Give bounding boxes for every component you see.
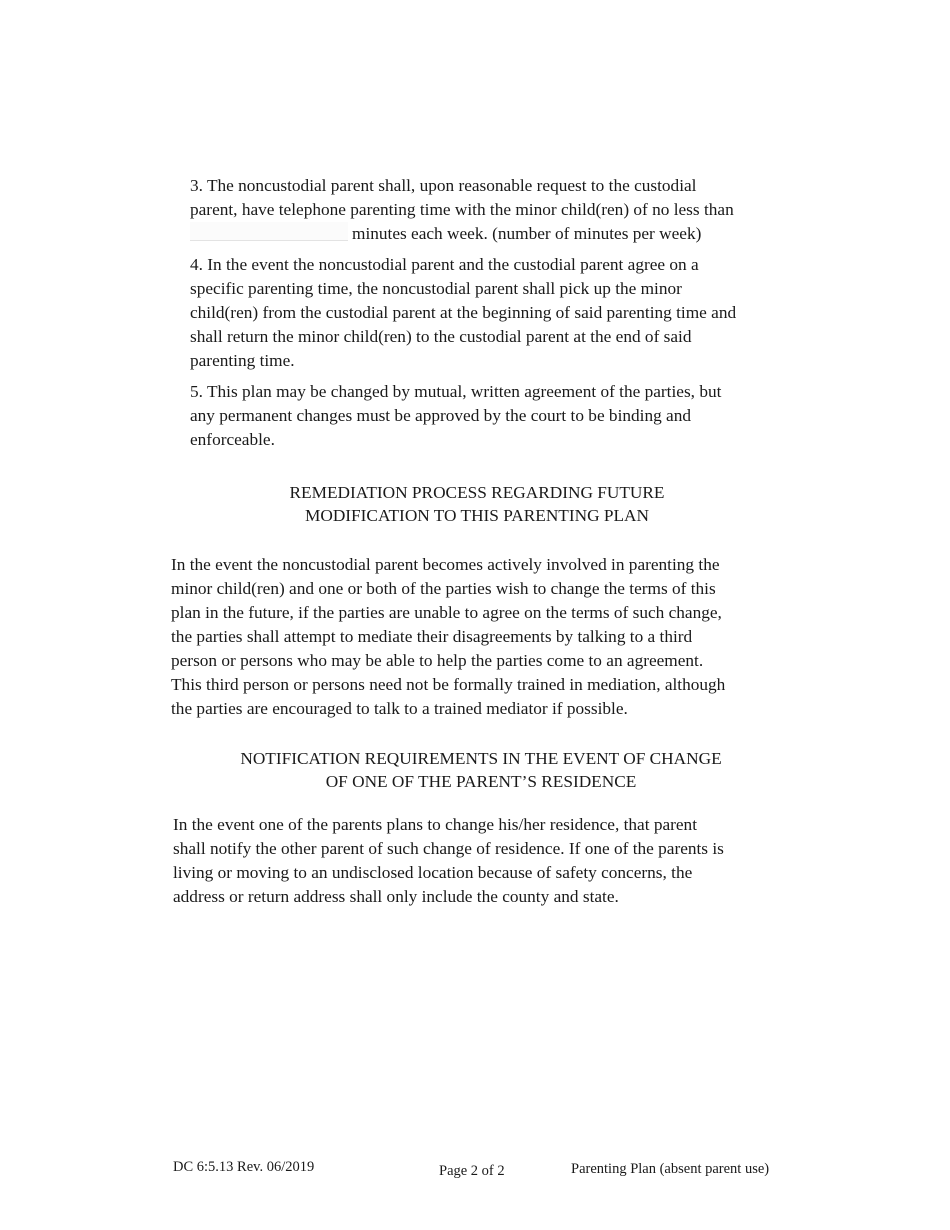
- page-number: Page 2 of 2: [439, 1163, 505, 1179]
- heading-line: NOTIFICATION REQUIREMENTS IN THE EVENT OF CHANGE: [240, 749, 722, 768]
- item-line: enforceable.: [190, 430, 275, 449]
- paragraph-line: the parties are encouraged to talk to a trained mediator if possible.: [171, 699, 628, 718]
- plan-item-5: [190, 380, 790, 452]
- paragraph-line: living or moving to an undisclosed location because of safety concerns, the: [173, 863, 693, 882]
- item-line: 5. This plan may be changed by mutual, written agreement of the parties, but: [190, 382, 722, 401]
- item-line: parent, have telephone parenting time with the minor child(ren) of no less than: [190, 200, 734, 219]
- heading-line: OF ONE OF THE PARENT’S RESIDENCE: [325, 772, 637, 791]
- paragraph-line: the parties shall attempt to mediate their disagreements by talking to a third: [171, 627, 693, 646]
- notification-paragraph: [173, 813, 793, 909]
- form-number: DC 6:5.13 Rev. 06/2019: [173, 1159, 315, 1175]
- item-line: specific parenting time, the noncustodial parent shall pick up the minor: [190, 279, 682, 298]
- paragraph-line: minor child(ren) and one or both of the parties wish to change the terms of this: [171, 579, 716, 598]
- item-line: 4. In the event the noncustodial parent and the custodial parent agree on a: [190, 255, 699, 274]
- notification-heading: [101, 747, 861, 793]
- heading-line: REMEDIATION PROCESS REGARDING FUTURE: [289, 483, 665, 502]
- paragraph-line: In the event the noncustodial parent becomes actively involved in parenting the: [171, 555, 720, 574]
- remediation-paragraph: [171, 553, 791, 721]
- plan-item-4: [190, 253, 790, 373]
- paragraph-line: This third person or persons need not be formally trained in mediation, although: [171, 675, 726, 694]
- item-line: 3. The noncustodial parent shall, upon reasonable request to the custodial: [190, 176, 697, 195]
- form-title: Parenting Plan (absent parent use): [571, 1161, 770, 1177]
- heading-line: MODIFICATION TO THIS PARENTING PLAN: [304, 506, 650, 525]
- paragraph-line: In the event one of the parents plans to change his/her residence, that parent: [173, 815, 697, 834]
- item-line-with-field: [190, 222, 790, 246]
- remediation-heading: [97, 481, 857, 527]
- item-line: minutes each week. (number of minutes per week): [352, 224, 702, 243]
- paragraph-line: address or return address shall only include the county and state.: [173, 887, 619, 906]
- paragraph-line: plan in the future, if the parties are unable to agree on the terms of such change,: [171, 603, 722, 622]
- item-line: shall return the minor child(ren) to the custodial parent at the end of said: [190, 327, 692, 346]
- item-line: child(ren) from the custodial parent at the beginning of said parenting time and: [190, 303, 737, 322]
- plan-item-3: [190, 174, 790, 246]
- item-line: parenting time.: [190, 351, 295, 370]
- minutes-per-week-field[interactable]: [190, 222, 348, 241]
- paragraph-line: shall notify the other parent of such change of residence. If one of the parents is: [173, 839, 724, 858]
- paragraph-line: person or persons who may be able to help the parties come to an agreement.: [171, 651, 704, 670]
- item-line: any permanent changes must be approved by the court to be binding and: [190, 406, 692, 425]
